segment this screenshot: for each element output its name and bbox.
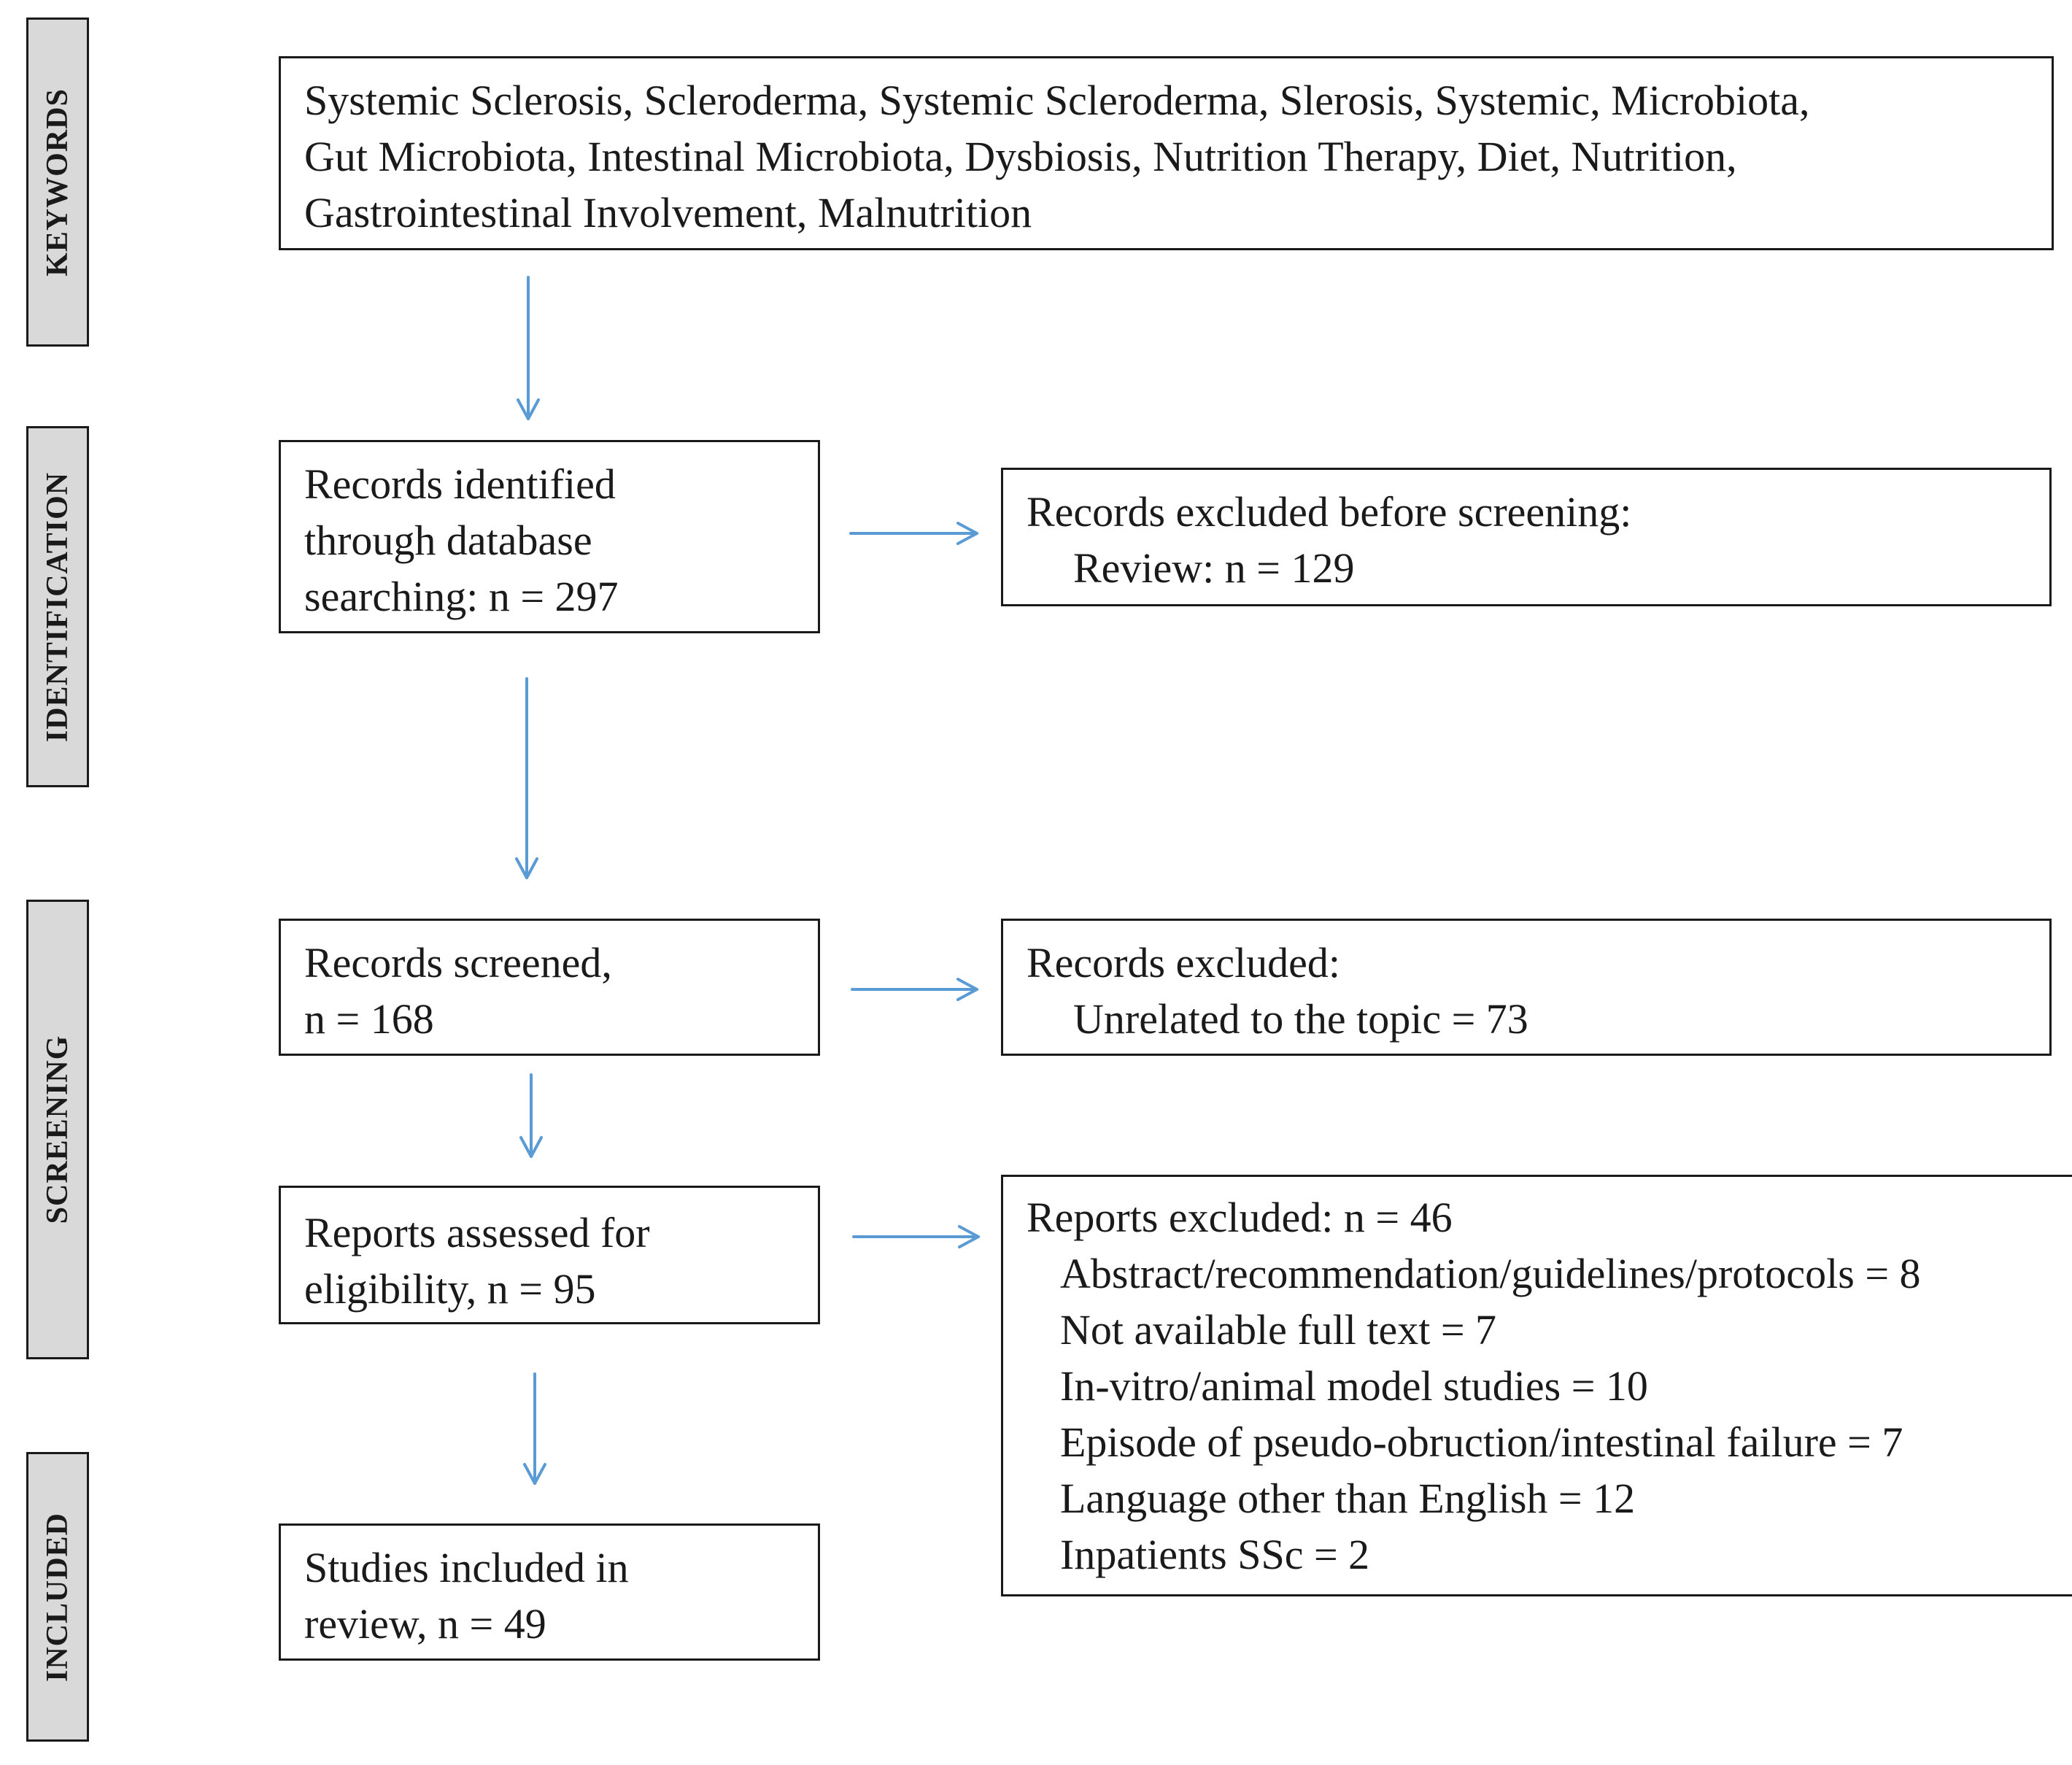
stage-label-screening-text: SCREENING — [41, 1035, 74, 1224]
keywords-line: Systemic Sclerosis, Scleroderma, Systemic Scleroderma, Slerosis, Systemic, Microbiota, — [304, 77, 1810, 124]
arrow-right-to-excluded-before-screening — [851, 523, 977, 544]
reports-excluded-item: Not available full text = 7 — [1060, 1306, 1497, 1353]
stage-label-identification-text: IDENTIFICATION — [41, 471, 74, 742]
excluded-before-title: Records excluded before screening: — [1027, 488, 1632, 536]
reports-excluded-item: Language other than English = 12 — [1060, 1475, 1636, 1522]
records-screened-line: Records screened, — [304, 939, 612, 986]
reports-excluded-item: Episode of pseudo-obruction/intestinal failure = 7 — [1060, 1418, 1903, 1466]
stage-label-included-text: INCLUDED — [41, 1512, 74, 1682]
records-excluded-item: Unrelated to the topic = 73 — [1073, 995, 1528, 1043]
reports-assessed-line: eligibility, n = 95 — [304, 1265, 596, 1313]
keywords-line: Gastrointestinal Involvement, Malnutrition — [304, 189, 1032, 236]
studies-included-line: Studies included in — [304, 1544, 629, 1591]
arrow-right-to-records-excluded — [852, 979, 977, 1000]
arrow-down-assessed-to-included — [525, 1374, 545, 1483]
keywords-line: Gut Microbiota, Intestinal Microbiota, Dysbiosis, Nutrition Therapy, Diet, Nutrition, — [304, 133, 1737, 180]
stage-label-keywords-text: KEYWORDS — [41, 88, 74, 277]
arrow-down-keywords-to-identified — [518, 277, 538, 419]
reports-excluded-title: Reports excluded: n = 46 — [1027, 1194, 1453, 1241]
reports-excluded-item: In-vitro/animal model studies = 10 — [1060, 1362, 1648, 1410]
reports-excluded-item: Abstract/recommendation/guidelines/protocols = 8 — [1060, 1250, 1921, 1297]
arrow-right-to-reports-excluded — [854, 1227, 978, 1247]
records-excluded-title: Records excluded: — [1027, 939, 1341, 986]
records-identified-line: Records identified — [304, 460, 616, 508]
excluded-before-item: Review: n = 129 — [1073, 544, 1355, 592]
records-identified-line: searching: n = 297 — [304, 573, 619, 620]
reports-excluded-item: Inpatients SSc = 2 — [1060, 1531, 1370, 1578]
records-screened-line: n = 168 — [304, 995, 434, 1043]
arrow-down-screened-to-assessed — [521, 1075, 541, 1156]
studies-included-line: review, n = 49 — [304, 1600, 546, 1648]
reports-assessed-line: Reports assessed for — [304, 1209, 650, 1256]
arrow-down-identified-to-screened — [517, 679, 537, 878]
records-identified-line: through database — [304, 517, 592, 564]
